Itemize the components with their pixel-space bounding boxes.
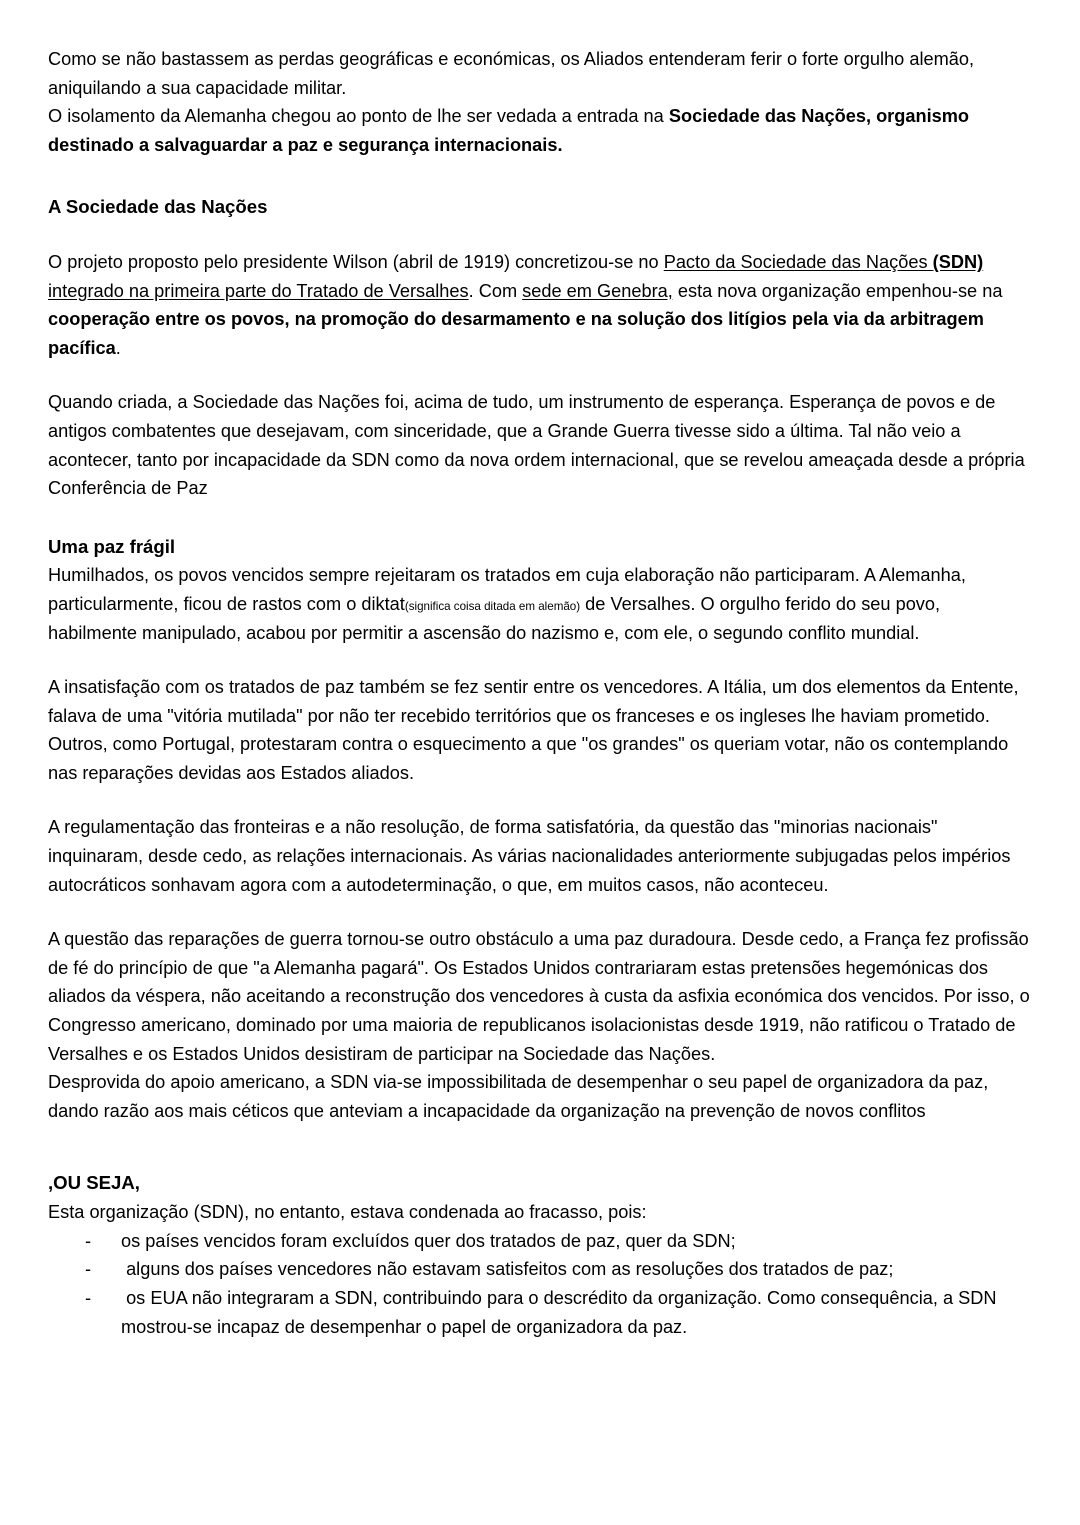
sdn-p1-mid-2: esta nova organização empenhou-se na	[672, 280, 1003, 301]
sdn-p1-underline-pacto: Pacto da Sociedade das Nações	[663, 251, 933, 272]
list-bullet-marker: -	[85, 1230, 92, 1251]
conclusion-intro: Esta organização (SDN), no entanto, estava condenada ao fracasso, pois:	[48, 1202, 647, 1222]
heading-sociedade-das-nacoes: A Sociedade das Nações	[48, 196, 268, 218]
sdn-p1-underline-tratado: integrado na primeira parte do Tratado de Versalhes	[48, 280, 469, 301]
sdn-p1-bold-cooperacao: cooperação entre os povos, na promoção do desarmamento e na solução dos litígios pela via da arbitragem pacífica	[48, 309, 984, 358]
list-item	[48, 1255, 1032, 1284]
list-item-text: os EUA não integraram a SDN, contribuindo para o descrédito da organização. Como consequência, a SDN mostrou-se incapaz de desempenhar o papel de organizadora da paz.	[121, 1288, 1002, 1337]
list-bullet-marker: -	[85, 1288, 92, 1309]
heading-sociedade-das-nacoes-wrapper	[48, 193, 1032, 222]
intro-line-2-lead: O isolamento da Alemanha chegou ao ponto de lhe ser vedada a entrada na	[48, 106, 669, 127]
fragil-p1-gloss-diktat: (significa coisa ditada em alemão)	[404, 599, 581, 613]
sdn-p1-underline-genebra: sede em Genebra,	[522, 280, 673, 301]
conclusion-list	[48, 1227, 1032, 1342]
fragil-paragraph-4: A questão das reparações de guerra tornou-se outro obstáculo a uma paz duradoura. Desde cedo, a França fez profissão de fé do princípio de que "a Alemanha pagará". Os Estados Unidos contrariaram estas pretensões hegemónicas dos aliados da véspera, não aceitando a reconstrução dos vencedores à custa da asfixia económica dos vencidos. Por isso, o Congresso americano, dominado por uma maioria de republicanos isolacionistas desde 1919, não ratificou o Tratado de Versalhes e os Estados Unidos desistiram de participar na Sociedade das Nações.	[48, 929, 1030, 1064]
intro-line-2-bold: Sociedade das Nações, organismo destinado a salvaguardar a paz e segurança internacionais.	[48, 106, 970, 155]
list-item-text: os países vencidos foram excluídos quer dos tratados de paz, quer da SDN;	[121, 1230, 736, 1251]
list-item	[48, 1227, 1032, 1256]
sdn-p1-lead: O projeto proposto pelo presidente Wilson (abril de 1919) concretizou-se no	[48, 251, 664, 272]
fragil-p1-tail: de Versalhes. O orgulho ferido do seu povo, habilmente manipulado, acabou por permitir a ascensão do nazismo e, com ele, o segundo conflito mundial.	[48, 593, 941, 643]
list-item	[48, 1284, 1032, 1342]
intro-line-1: Como se não bastassem as perdas geográficas e económicas, os Aliados entenderam ferir o forte orgulho alemão, aniquilando a sua capacidade militar.	[48, 49, 975, 98]
intro-paragraph-1	[48, 45, 1032, 102]
sdn-p1-bold-underline-sdn: (SDN)	[932, 251, 984, 272]
heading-ou-seja-wrapper	[48, 1169, 1032, 1198]
document-body	[48, 45, 1032, 1342]
heading-ou-seja: ,OU SEJA,	[48, 1172, 140, 1194]
intro-paragraph-2	[48, 102, 1032, 159]
list-bullet-marker: -	[85, 1259, 92, 1280]
fragil-paragraph-1	[48, 561, 1032, 647]
heading-uma-paz-fragil-wrapper	[48, 533, 1032, 562]
heading-uma-paz-fragil: Uma paz frágil	[48, 535, 176, 557]
list-item-text: alguns dos países vencedores não estavam satisfeitos com as resoluções dos tratados de paz;	[121, 1259, 894, 1280]
fragil-paragraph-5: Desprovida do apoio americano, a SDN via-se impossibilitada de desempenhar o seu papel de organizadora da paz, dando razão aos mais céticos que anteviam a incapacidade da organização na prevenção de novos conflitos	[48, 1072, 989, 1121]
fragil-paragraph-3: A regulamentação das fronteiras e a não resolução, de forma satisfatória, da questão das "minorias nacionais" inquinaram, desde cedo, as relações internacionais. As várias nacionalidades anteriormente subjugadas pelos impérios autocráticos sonhavam agora com a autodeterminação, o que, em muitos casos, não aconteceu.	[48, 817, 1011, 895]
sdn-paragraph-1	[48, 248, 1032, 362]
sdn-paragraph-2: Quando criada, a Sociedade das Nações foi, acima de tudo, um instrumento de esperança. Esperança de povos e de antigos combatentes que desejavam, com sinceridade, que a Grande Guerra tivesse sido a última. Tal não veio a acontecer, tanto por incapacidade da SDN como da nova ordem internacional, que se revelou ameaçada desde a própria Conferência de Paz	[48, 392, 1025, 499]
sdn-p1-end: .	[115, 337, 121, 358]
fragil-paragraph-2: A insatisfação com os tratados de paz também se fez sentir entre os vencedores. A Itália, um dos elementos da Entente, falava de uma "vitória mutilada" por não ter recebido territórios que os franceses e os ingleses lhe haviam prometido. Outros, como Portugal, protestaram contra o esquecimento a que "os grandes" os queriam votar, não os contemplando nas reparações devidas aos Estados aliados.	[48, 677, 1019, 783]
fragil-p1-lead: Humilhados, os povos vencidos sempre rejeitaram os tratados em cuja elaboração não participaram. A Alemanha, particularmente, ficou de rastos com o diktat	[48, 565, 966, 614]
sdn-p1-mid: . Com	[468, 280, 523, 301]
